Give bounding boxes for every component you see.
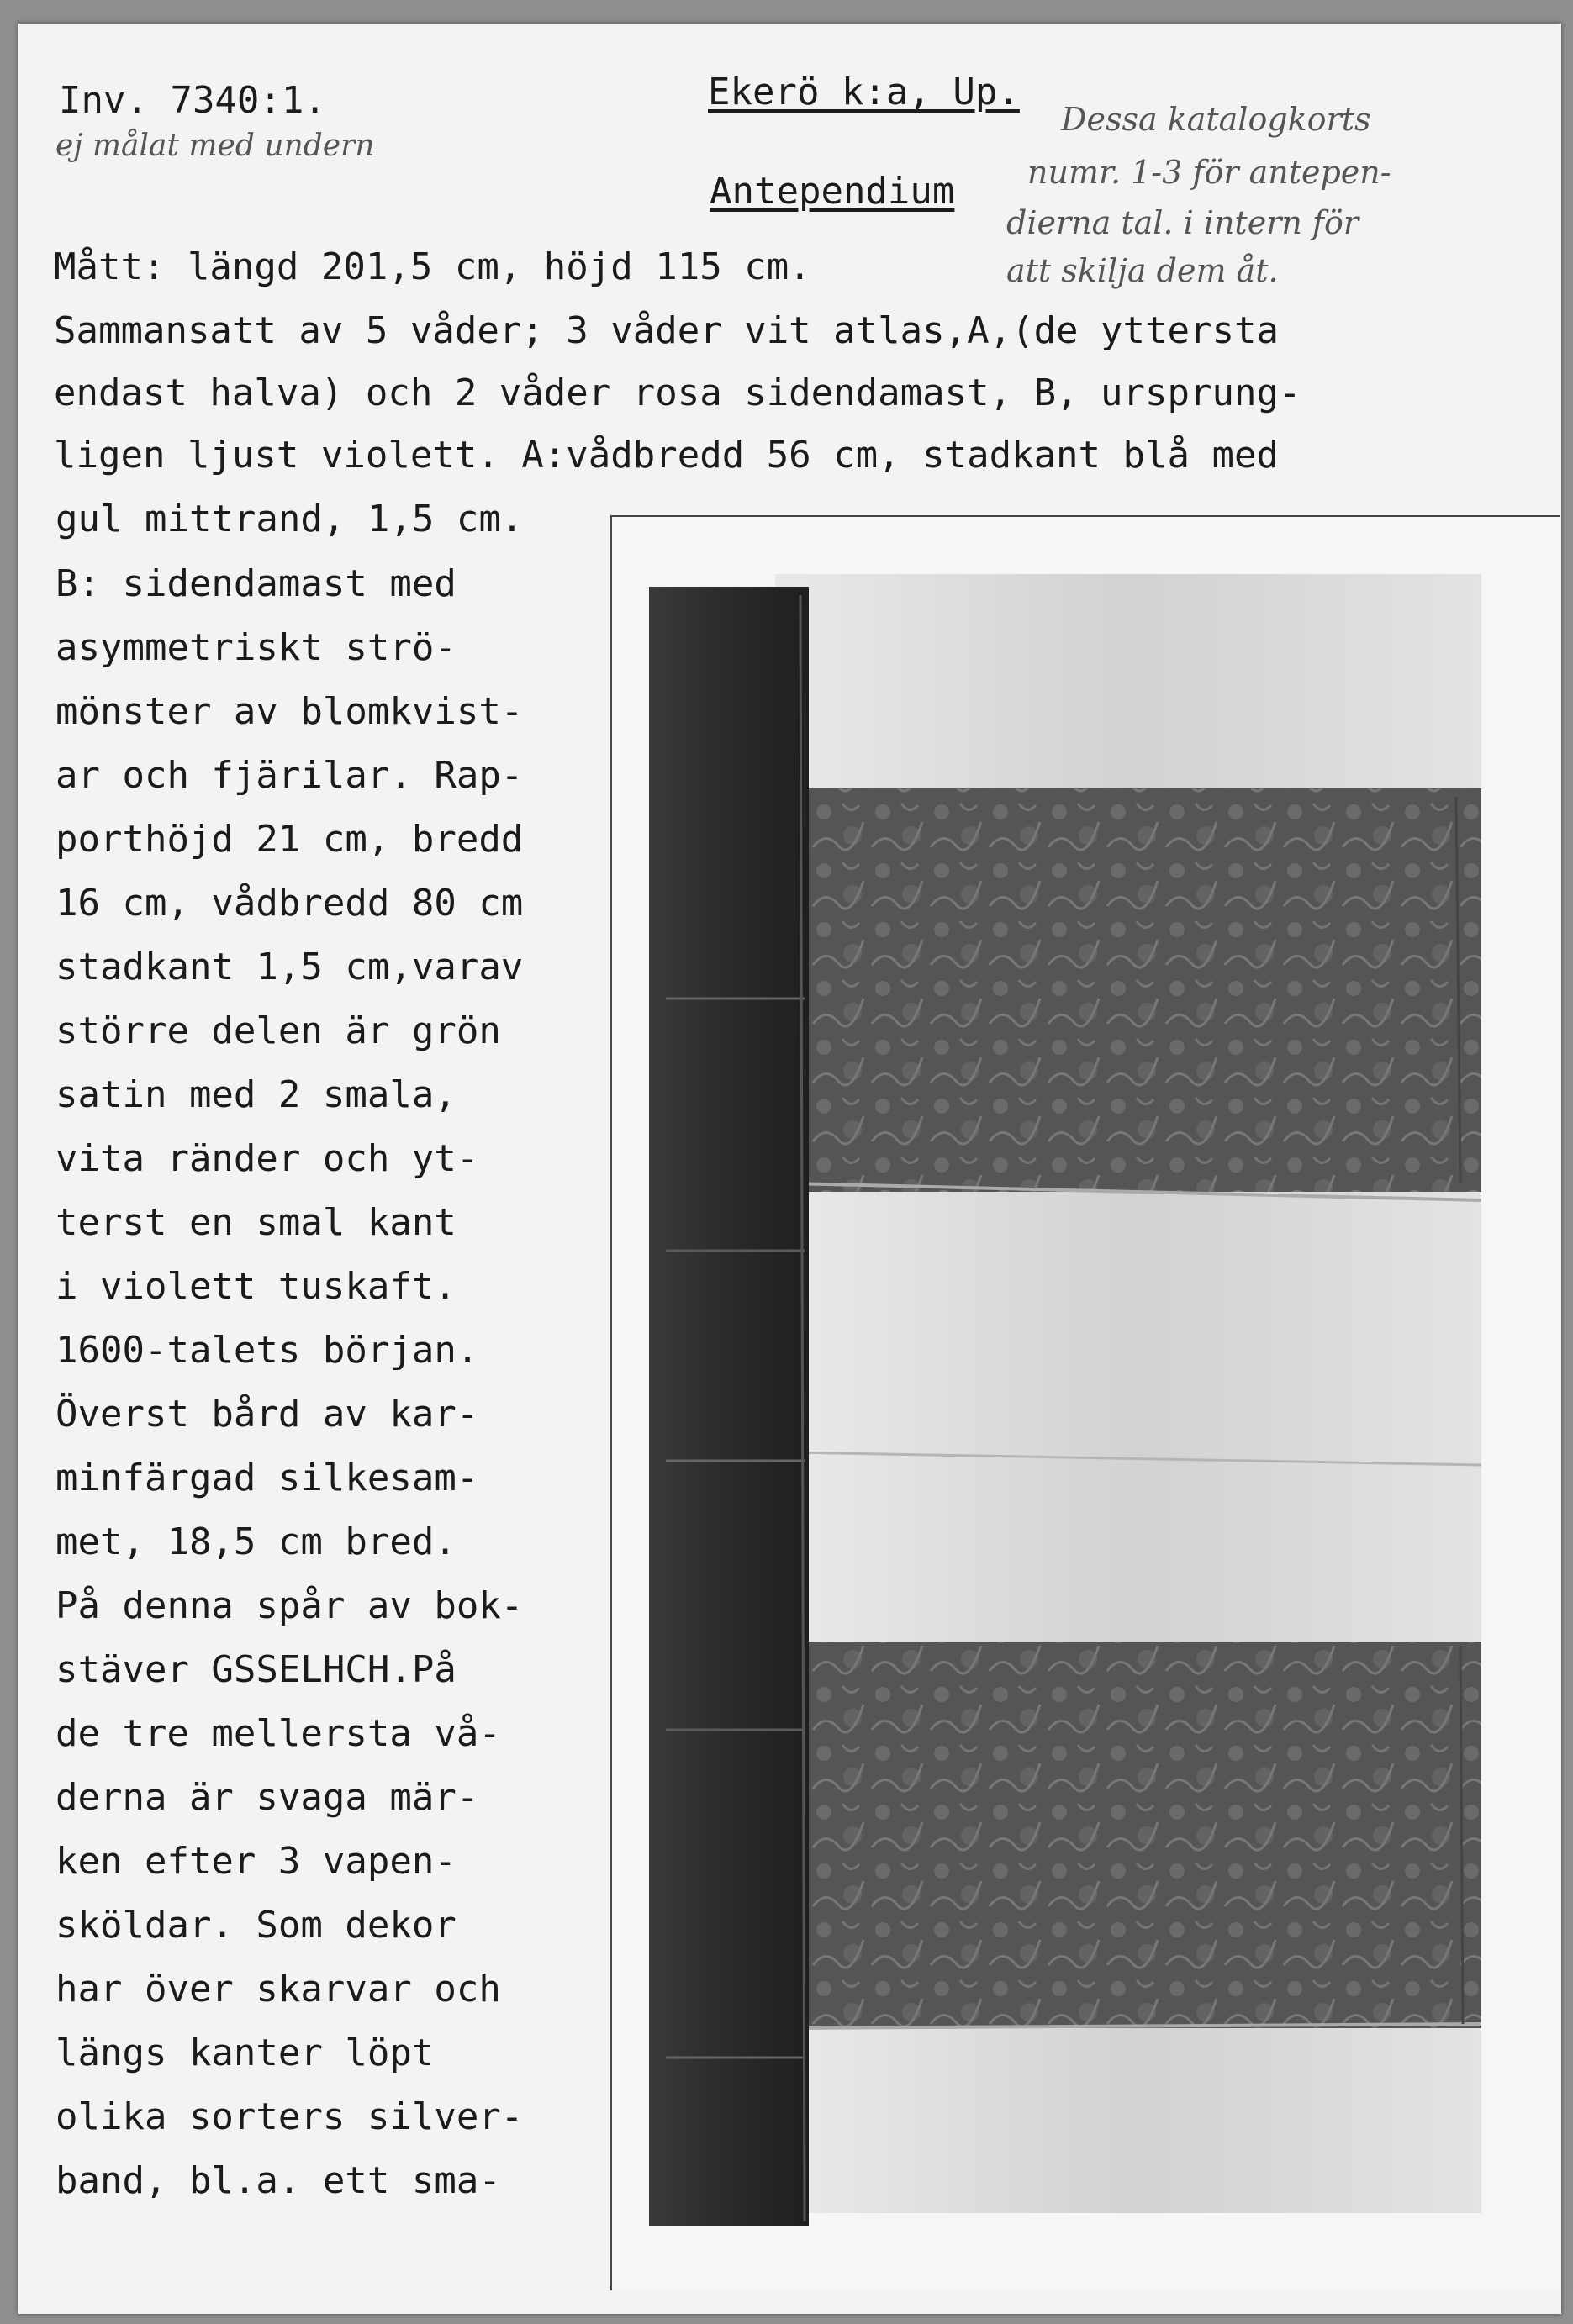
- description-line: ar och fjärilar. Rap-: [55, 754, 524, 797]
- description-line: Mått: längd 201,5 cm, höjd 115 cm.: [54, 245, 811, 288]
- handwritten-left-note: ej målat med undern: [55, 129, 375, 163]
- description-line: i violett tuskaft.: [55, 1265, 457, 1308]
- description-line: På denna spår av bok-: [55, 1584, 524, 1627]
- object-type: Antependium: [710, 170, 955, 213]
- description-line: Sammansatt av 5 våder; 3 våder vit atlas,A,(de yttersta: [54, 309, 1279, 352]
- description-line: satin med 2 smala,: [55, 1073, 457, 1116]
- place-name: Ekerö k:a, Up.: [708, 71, 1020, 113]
- description-line: stäver GSSELHCH.På: [55, 1648, 457, 1691]
- white-satin-panel: [792, 1192, 1481, 1642]
- handwritten-line: att skilja dem åt.: [1006, 252, 1279, 289]
- description-line: asymmetriskt strö-: [55, 626, 457, 669]
- description-line: porthöjd 21 cm, bredd: [55, 818, 524, 861]
- description-line: derna är svaga mär-: [55, 1776, 479, 1819]
- description-line: band, bl.a. ett sma-: [55, 2159, 501, 2202]
- description-line: met, 18,5 cm bred.: [55, 1520, 457, 1563]
- description-line: har över skarvar och: [55, 1968, 501, 2010]
- description-line: terst en smal kant: [55, 1201, 457, 1244]
- inventory-number: Inv. 7340:1.: [59, 79, 326, 122]
- description-line: de tre mellersta vå-: [55, 1712, 501, 1755]
- description-line: vita ränder och yt-: [55, 1137, 479, 1180]
- antependium-photo: [632, 561, 1507, 2242]
- description-line: endast halva) och 2 våder rosa sidendamast, B, ursprung-: [54, 372, 1301, 414]
- description-line: minfärgad silkesam-: [55, 1457, 479, 1499]
- description-line: B: sidendamast med: [55, 562, 457, 605]
- description-line: större delen är grön: [55, 1009, 501, 1052]
- handwritten-line: numr. 1-3 för antepen-: [1027, 154, 1391, 191]
- description-line: mönster av blomkvist-: [55, 690, 524, 733]
- description-line: gul mittrand, 1,5 cm.: [55, 498, 524, 540]
- description-line: Överst bård av kar-: [55, 1393, 479, 1436]
- damask-panel: [792, 1642, 1481, 2028]
- catalog-card: [18, 24, 1561, 2314]
- description-line: olika sorters silver-: [55, 2095, 524, 2138]
- fabric-panels: [775, 574, 1481, 2213]
- white-satin-panel: [775, 574, 1481, 788]
- description-line: ligen ljust violett. A:vådbredd 56 cm, stadkant blå med: [54, 434, 1279, 477]
- handwritten-line: dierna tal. i intern för: [1006, 204, 1359, 241]
- description-line: 1600-talets början.: [55, 1329, 479, 1372]
- description-line: stadkant 1,5 cm,varav: [55, 946, 524, 988]
- damask-panel: [792, 788, 1481, 1192]
- description-line: ken efter 3 vapen-: [55, 1840, 457, 1883]
- handwritten-line: Dessa katalogkorts: [1061, 101, 1371, 138]
- description-line: 16 cm, vådbredd 80 cm: [55, 882, 524, 925]
- velvet-border: [649, 587, 809, 2226]
- white-satin-panel: [792, 2028, 1481, 2213]
- description-line: längs kanter löpt: [55, 2032, 435, 2074]
- description-line: sköldar. Som dekor: [55, 1904, 457, 1947]
